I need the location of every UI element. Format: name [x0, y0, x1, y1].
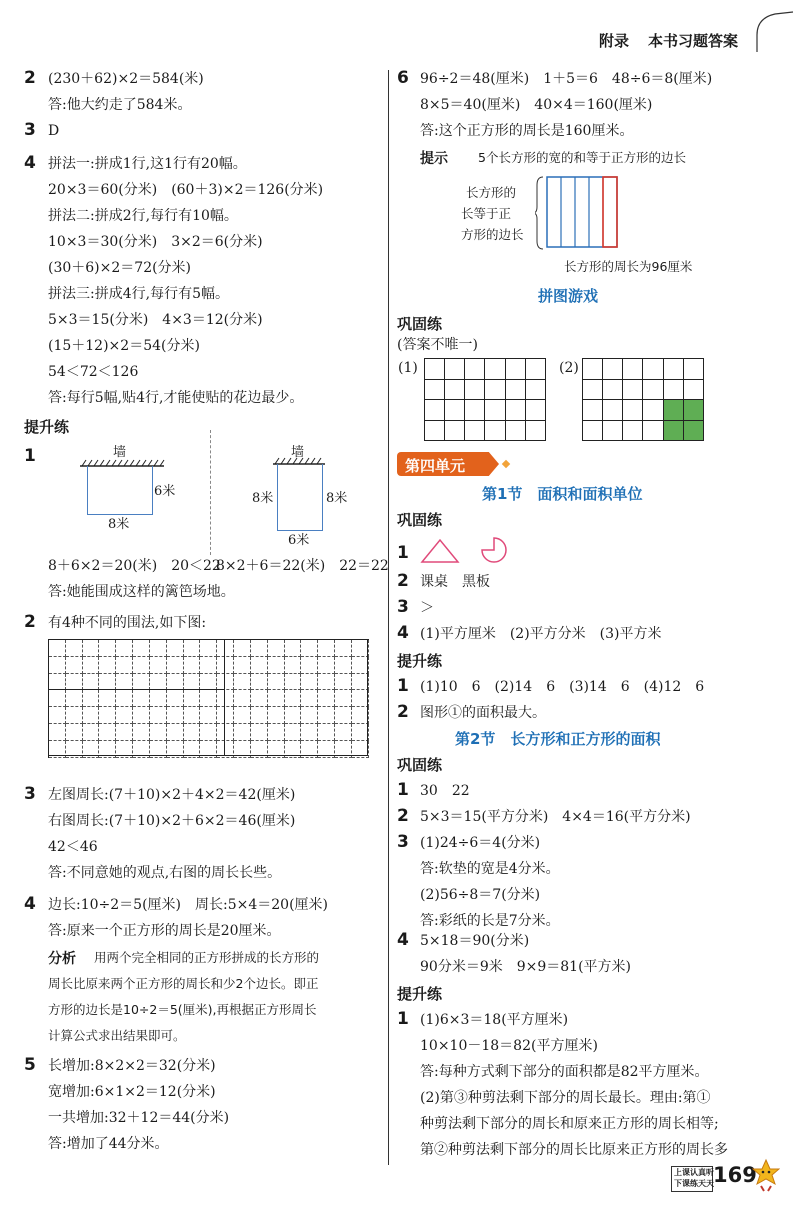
grid-cell	[485, 380, 505, 401]
puzzle-grid-1	[424, 358, 546, 441]
slogan-line: 下课练天天	[674, 1179, 714, 1188]
grid-cell	[623, 380, 643, 401]
answer-line: 54＜72＜126	[48, 364, 139, 380]
grid-cell	[583, 380, 603, 401]
answer-line: (1)24÷6＝4(分米)	[420, 835, 541, 851]
answer-line: 答:原来一个正方形的周长是20厘米。	[48, 923, 281, 939]
bottom-length-label: 8米	[108, 517, 130, 532]
right-length-label: 8米	[326, 491, 348, 506]
answer-line: (15＋12)×2＝54(分米)	[48, 338, 200, 354]
answer-line: (2)第③种剪法剩下部分的周长最长。理由:第①	[420, 1090, 711, 1106]
figure-label: (2)	[559, 360, 579, 376]
grid-cell	[623, 421, 643, 442]
answer-line: 20×3＝60(分米) (60＋3)×2＝126(分米)	[48, 182, 324, 198]
question-number: 4	[397, 930, 409, 950]
answer-line: 课桌 黑板	[420, 574, 490, 590]
answer-line: (1)10 6 (2)14 6 (3)14 6 (4)12 6	[420, 679, 705, 695]
question-number: 4	[24, 153, 36, 173]
bottom-length-label: 6米	[288, 533, 310, 548]
answer-line: 96÷2＝48(厘米) 1＋5＝6 48÷6＝8(厘米)	[420, 71, 713, 87]
question-number: 3	[24, 120, 36, 140]
answer-line: 第②种剪法剩下部分的周长比原来正方形的周长多	[420, 1142, 728, 1158]
figure-note: 长方形的	[466, 185, 517, 200]
mascot-icon	[752, 1158, 780, 1192]
section-heading-gonggu: 巩固练	[397, 756, 443, 774]
fence-rectangle	[277, 464, 323, 531]
answer-line: 答:彩纸的长是7分米。	[420, 913, 560, 929]
grid-cell	[465, 380, 485, 401]
grid-cell	[506, 359, 526, 380]
grid-cell	[664, 421, 684, 442]
page-number: 169	[713, 1163, 757, 1187]
grid-cell	[603, 421, 623, 442]
question-number: 3	[397, 832, 409, 852]
answer-line: 8×2＋6＝22(米) 22＝22	[216, 558, 389, 574]
question-number: 1	[397, 1009, 409, 1029]
answer-line: 30 22	[420, 783, 470, 799]
answer-line: (1)平方厘米 (2)平方分米 (3)平方米	[420, 626, 662, 642]
grid-cell	[425, 380, 445, 401]
answer-line: 拼法三:拼成4行,每行有5幅。	[48, 286, 229, 302]
hint-label: 提示	[420, 151, 448, 167]
five-rectangles-figure	[535, 175, 625, 255]
unit-badge-label: 第四单元	[405, 457, 466, 475]
section-title: 第2节 长方形和正方形的面积	[455, 730, 661, 748]
answer-line: (2)56÷8＝7(分米)	[420, 887, 541, 903]
question-number: 2	[397, 702, 409, 722]
section-heading-tisheng: 提升练	[397, 652, 443, 670]
answer-line: 5×18＝90(分米)	[420, 933, 530, 949]
grid-cell	[445, 359, 465, 380]
grid-cell	[445, 380, 465, 401]
question-number: 2	[24, 612, 36, 632]
grid-cell	[583, 421, 603, 442]
grid-cell	[664, 400, 684, 421]
analysis-text: 周长比原来两个正方形的周长和少2个边长。即正	[48, 976, 319, 991]
grid-cell	[445, 421, 465, 442]
answer-line: ＞	[420, 600, 434, 616]
grid-cell	[603, 400, 623, 421]
answer-line: 答:这个正方形的周长是160厘米。	[420, 123, 634, 139]
grid-cell	[485, 421, 505, 442]
question-number: 1	[24, 446, 36, 466]
question-number: 1	[397, 543, 409, 563]
wall-label: 墙	[291, 445, 305, 460]
answer-line: 答:软垫的宽是4分米。	[420, 861, 560, 877]
grid-cell	[603, 359, 623, 380]
answer-line: 8＋6×2＝20(米) 20＜22	[48, 558, 221, 574]
answer-line: 5×3＝15(平方分米) 4×4＝16(平方分米)	[420, 809, 691, 825]
answer-line: 90分米＝9米 9×9＝81(平方米)	[420, 959, 632, 975]
answer-line: (1)6×3＝18(平方厘米)	[420, 1012, 569, 1028]
answer-line: 边长:10÷2＝5(厘米) 周长:5×4＝20(厘米)	[48, 897, 328, 913]
puzzle-grid-2	[582, 358, 704, 441]
answer-line: (30＋6)×2＝72(分米)	[48, 260, 192, 276]
appendix-label: 附录	[599, 32, 630, 50]
wall-label: 墙	[113, 445, 127, 460]
header-corner-decoration	[755, 10, 795, 55]
left-length-label: 8米	[252, 491, 274, 506]
grid-cell	[664, 380, 684, 401]
hint-text: 5个长方形的宽的和等于正方形的边长	[478, 150, 686, 165]
answer-line: 种剪法剩下部分的周长和原来正方形的周长相等;	[420, 1116, 719, 1132]
section-heading-tisheng: 提升练	[24, 418, 70, 436]
grid-cell	[425, 400, 445, 421]
section-title: 第1节 面积和面积单位	[482, 485, 643, 503]
grid-cell	[485, 359, 505, 380]
grid-cell	[485, 400, 505, 421]
answer-line: 答:增加了44分米。	[48, 1136, 169, 1152]
section-heading-tisheng: 提升练	[397, 985, 443, 1003]
answer-line: 10×10－18＝82(平方厘米)	[420, 1038, 598, 1054]
answer-line: 答:每行5幅,贴4行,才能使贴的花边最少。	[48, 390, 304, 406]
grid-cell	[526, 421, 546, 442]
answer-line: 答:她能围成这样的篱笆场地。	[48, 584, 235, 600]
answer-line: 拼法二:拼成2行,每行有10幅。	[48, 208, 238, 224]
question-number: 4	[397, 623, 409, 643]
section-heading-gonggu: 巩固练	[397, 315, 443, 333]
question-number: 3	[24, 784, 36, 804]
grid-cell	[643, 359, 663, 380]
grid-cell	[684, 421, 704, 442]
fence-rectangle	[87, 466, 153, 515]
answer-line: 8×5＝40(厘米) 40×4＝160(厘米)	[420, 97, 653, 113]
figure-label: (1)	[398, 360, 418, 376]
figure-caption: 长方形的周长为96厘米	[564, 259, 693, 274]
answer-line: D	[48, 123, 60, 139]
question-number: 2	[397, 571, 409, 591]
section-heading-gonggu: 巩固练	[397, 511, 443, 529]
column-divider	[388, 70, 389, 1165]
answer-line: 5×3＝15(分米) 4×3＝12(分米)	[48, 312, 263, 328]
figure-separator	[210, 430, 211, 555]
grid-cell	[643, 380, 663, 401]
analysis-text: 用两个完全相同的正方形拼成的长方形的	[94, 950, 320, 965]
triangle-shape	[422, 540, 458, 562]
question-number: 4	[24, 894, 36, 914]
grid-cell	[583, 359, 603, 380]
grid-cell	[684, 400, 704, 421]
answer-line: 宽增加:6×1×2＝12(分米)	[48, 1084, 216, 1100]
answer-line: 一共增加:32＋12＝44(分米)	[48, 1110, 230, 1126]
grid-cell	[583, 400, 603, 421]
grid-cell	[623, 400, 643, 421]
grid-cell	[506, 400, 526, 421]
pie-shape	[482, 538, 506, 562]
answer-line: 左图周长:(7＋10)×2＋4×2＝42(厘米)	[48, 787, 296, 803]
grid-cell	[506, 421, 526, 442]
grid-cell	[526, 400, 546, 421]
grid-cell	[425, 421, 445, 442]
answer-line: 图形①的面积最大。	[420, 705, 546, 721]
grid-cell	[506, 380, 526, 401]
badge-accent	[502, 460, 510, 468]
puzzle-title: 拼图游戏	[538, 287, 599, 305]
analysis-text: 计算公式求出结果即可。	[48, 1028, 186, 1043]
side-length-label: 6米	[154, 484, 176, 499]
grid-cell	[643, 400, 663, 421]
grid-cell	[623, 359, 643, 380]
answer-line: 10×3＝30(分米) 3×2＝6(分米)	[48, 234, 263, 250]
grid-cell	[643, 421, 663, 442]
grid-cell	[465, 400, 485, 421]
grid-cell	[526, 380, 546, 401]
question-number: 1	[397, 780, 409, 800]
grid-cell	[684, 359, 704, 380]
analysis-label: 分析	[48, 951, 76, 967]
question-number: 5	[24, 1055, 36, 1075]
question-number: 2	[397, 806, 409, 826]
grid-cell	[425, 359, 445, 380]
figure-note: 方形的边长	[461, 227, 524, 242]
grid-cell	[465, 359, 485, 380]
answer-line: (230＋62)×2＝584(米)	[48, 71, 204, 87]
note-text: (答案不唯一)	[397, 337, 478, 353]
question-number: 6	[397, 68, 409, 88]
slogan-line: 上课认真听	[674, 1168, 714, 1177]
header-title: 本书习题答案	[648, 32, 739, 50]
grid-cell	[664, 359, 684, 380]
layout-divider	[224, 639, 225, 756]
analysis-text: 方形的边长是10÷2＝5(厘米),再根据正方形周长	[48, 1002, 317, 1017]
question-number: 2	[24, 68, 36, 88]
layout-divider	[48, 689, 224, 690]
answer-line: 答:不同意她的观点,右图的周长长些。	[48, 865, 282, 881]
grid-cell	[684, 380, 704, 401]
answer-line: 有4种不同的围法,如下图:	[48, 615, 207, 631]
answer-line: 答:他大约走了584米。	[48, 97, 192, 113]
answer-line: 答:每种方式剩下部分的面积都是82平方厘米。	[420, 1064, 709, 1080]
answer-line: 右图周长:(7＋10)×2＋6×2＝46(厘米)	[48, 813, 296, 829]
answer-line: 长增加:8×2×2＝32(分米)	[48, 1058, 216, 1074]
grid-cell	[465, 421, 485, 442]
question-number: 1	[397, 676, 409, 696]
answer-line: 拼法一:拼成1行,这1行有20幅。	[48, 156, 247, 172]
grid-outline	[48, 639, 368, 756]
question-number: 3	[397, 597, 409, 617]
grid-cell	[603, 380, 623, 401]
grid-cell	[526, 359, 546, 380]
grid-cell	[445, 400, 465, 421]
shapes-figure	[418, 536, 518, 566]
answer-line: 42＜46	[48, 839, 98, 855]
figure-note: 长等于正	[461, 206, 512, 221]
